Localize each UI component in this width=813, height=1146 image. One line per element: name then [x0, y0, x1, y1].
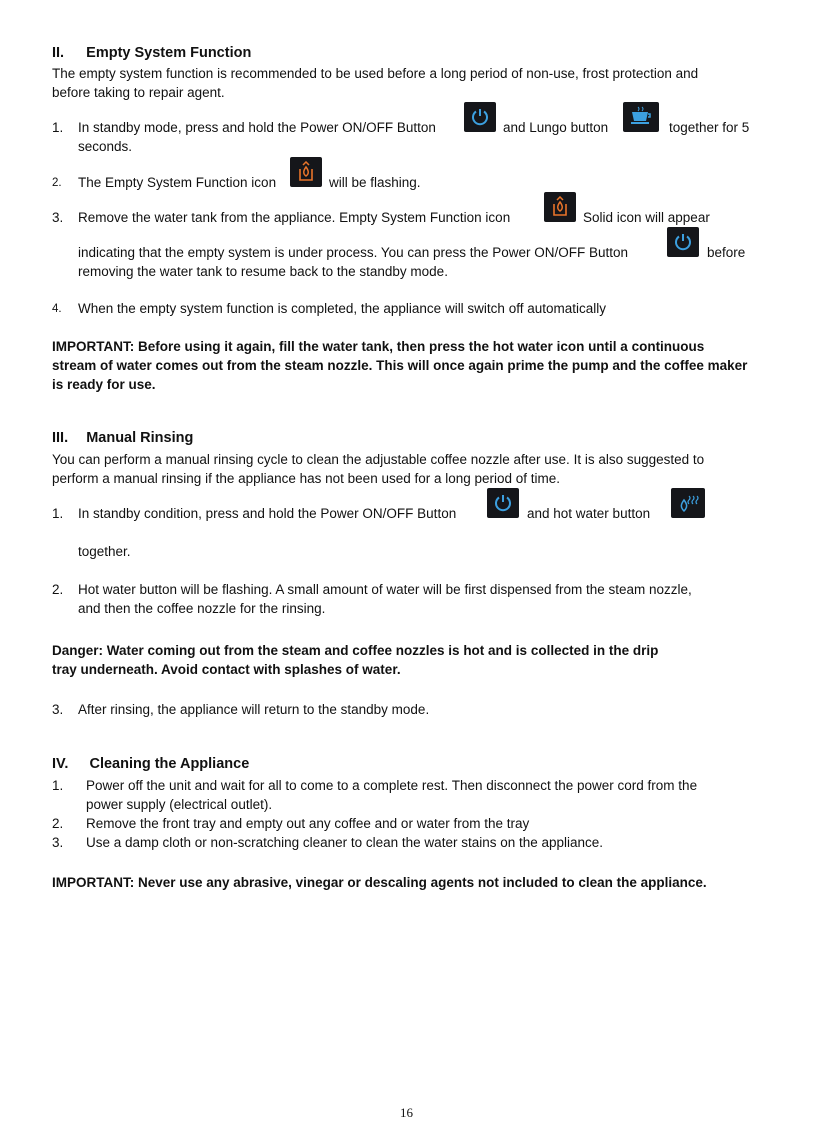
page-number: 16 — [400, 1105, 413, 1120]
step-text: and then the coffee nozzle for the rinsing. — [78, 601, 326, 616]
step-text: and Lungo button — [503, 120, 609, 135]
danger-note: Danger: Water coming out from the steam and coffee nozzles is hot and is collected in the drip — [52, 643, 659, 658]
step-text: power supply (electrical outlet). — [86, 797, 273, 812]
step-number: 4. — [52, 303, 62, 315]
lungo-cup-icon — [623, 102, 659, 132]
power-icon — [667, 227, 699, 257]
step-text: In standby condition, press and hold the Power ON/OFF Button — [78, 506, 457, 521]
step-text: Solid icon will appear — [583, 210, 710, 225]
step-number: 3. — [52, 702, 64, 717]
step-text: before — [707, 245, 746, 260]
section-heading-empty-system — [52, 45, 251, 61]
paragraph-line: You can perform a manual rinsing cycle to clean the adjustable coffee nozzle after use. It is also suggested to — [52, 452, 705, 467]
step-text: The Empty System Function icon — [78, 175, 277, 190]
step-text: Remove the front tray and empty out any coffee and or water from the tray — [86, 816, 530, 831]
important-note: is ready for use. — [52, 377, 156, 392]
power-icon — [464, 102, 496, 132]
section-title: Cleaning the Appliance — [89, 756, 250, 772]
step-number: 2. — [52, 177, 62, 189]
section-number: IV. — [52, 756, 69, 772]
step-text: Use a damp cloth or non-scratching cleaner to clean the water stains on the appliance. — [86, 835, 604, 850]
paragraph-line: The empty system function is recommended to be used before a long period of non-use, frost protection and — [52, 66, 699, 81]
section-heading-manual-rinsing — [52, 430, 193, 446]
step-text: Hot water button will be flashing. A small amount of water will be first dispensed from the steam nozzle, — [78, 582, 692, 597]
step-text: removing the water tank to resume back to the standby mode. — [78, 264, 448, 279]
hot-water-icon — [671, 488, 705, 518]
step-text: seconds. — [78, 139, 133, 154]
section-number: II. — [52, 45, 65, 61]
empty-system-icon — [544, 192, 576, 222]
important-note: stream of water comes out from the steam nozzle. This will once again prime the pump and the coffee maker — [52, 358, 748, 373]
important-note: IMPORTANT: Never use any abrasive, vinegar or descaling agents not included to clean the appliance. — [52, 875, 707, 890]
step-number: 1. — [52, 778, 64, 793]
step-text: In standby mode, press and hold the Power ON/OFF Button — [78, 120, 436, 135]
step-text: After rinsing, the appliance will return to the standby mode. — [78, 702, 430, 717]
step-text: together. — [78, 544, 131, 559]
step-text: will be flashing. — [329, 175, 421, 190]
section-title: Manual Rinsing — [86, 430, 194, 446]
step-text: Remove the water tank from the appliance. Empty System Function icon — [78, 210, 511, 225]
step-text: together for 5 — [669, 120, 750, 135]
step-text: Power off the unit and wait for all to come to a complete rest. Then disconnect the power cord from the — [86, 778, 698, 793]
step-number: 2. — [52, 816, 64, 831]
important-note: IMPORTANT: Before using it again, fill the water tank, then press the hot water icon until a continuous — [52, 339, 705, 354]
power-icon — [487, 488, 519, 518]
empty-system-icon — [290, 157, 322, 187]
step-number: 3. — [52, 835, 64, 850]
step-text: When the empty system function is completed, the appliance will switch off automatically — [78, 301, 606, 316]
step-text: and hot water button — [527, 506, 651, 521]
paragraph-line: perform a manual rinsing if the appliance has not been used for a long period of time. — [52, 471, 561, 486]
step-number: 2. — [52, 582, 64, 597]
step-number: 1. — [52, 506, 64, 521]
step-number: 1. — [52, 120, 64, 135]
section-title: Empty System Function — [86, 45, 252, 61]
paragraph-line: before taking to repair agent. — [52, 85, 225, 100]
section-heading-cleaning — [52, 756, 249, 772]
step-text: indicating that the empty system is under process. You can press the Power ON/OFF Button — [78, 245, 629, 260]
section-number: III. — [52, 430, 69, 446]
danger-note: tray underneath. Avoid contact with splashes of water. — [52, 662, 401, 677]
step-number: 3. — [52, 210, 64, 225]
